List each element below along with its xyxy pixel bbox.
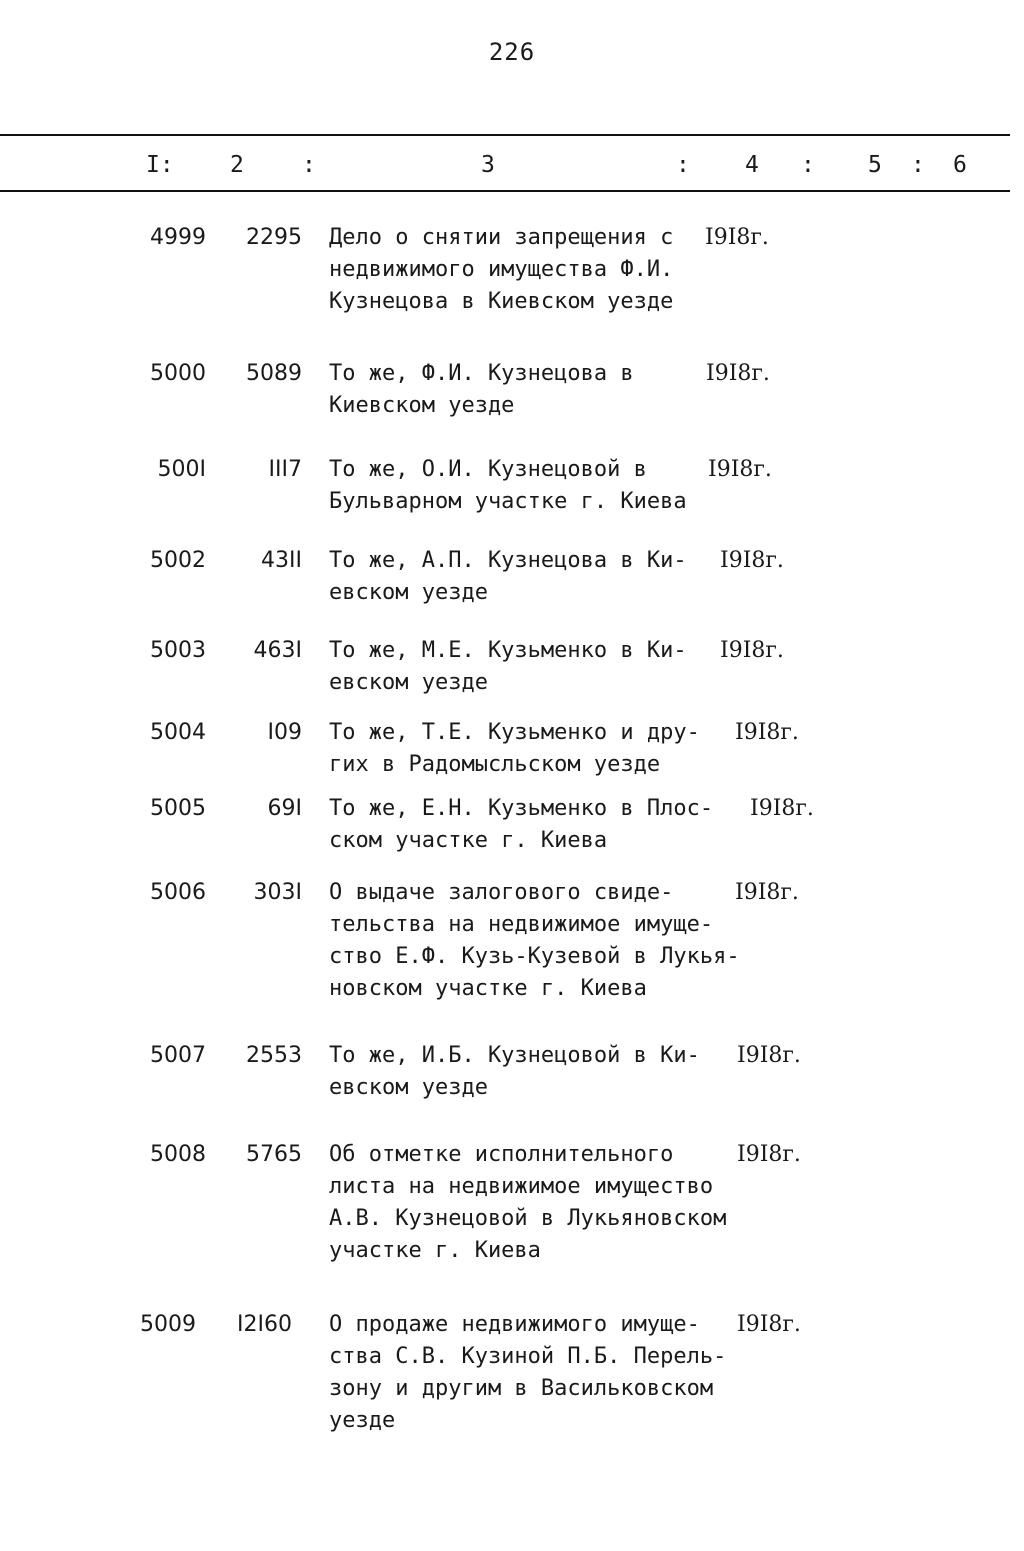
description-line: А.В. Кузнецовой в Лукьяновском (329, 1206, 727, 1231)
case-number: 5007 (150, 1043, 206, 1068)
case-number: 4999 (150, 225, 206, 250)
case-date: I9I8г. (705, 225, 769, 250)
description-line: То же, Т.Е. Кузьменко и дру- (329, 720, 700, 745)
case-description (329, 545, 714, 609)
leaf-count: I2I60 (237, 1312, 292, 1337)
description-line: О выдаче залогового свиде- (329, 880, 674, 905)
case-date: I9I8г. (737, 1312, 801, 1337)
case-number: 5006 (150, 880, 206, 905)
leaf-count: III7 (268, 457, 302, 482)
description-line: уезде (329, 1408, 396, 1433)
case-number: 5002 (150, 548, 206, 573)
case-date: I9I8г. (735, 880, 799, 905)
case-number: 5003 (150, 638, 206, 663)
case-date: I9I8г. (735, 720, 799, 745)
description-line: новском участке г. Киева (329, 976, 647, 1001)
leaf-count: 5089 (246, 361, 302, 386)
leaf-count: 69I (267, 796, 302, 821)
description-line: евском уезде (329, 1075, 488, 1100)
header-col-1: I: (146, 152, 174, 178)
table-header (0, 152, 1024, 182)
description-line: Киевском уезде (329, 393, 515, 418)
header-col-3: 3 (481, 152, 495, 178)
description-line: гих в Радомысльском уезде (329, 752, 661, 777)
leaf-count: I09 (267, 720, 302, 745)
description-line: тельства на недвижимое имуще- (329, 912, 714, 937)
case-date: I9I8г. (737, 1043, 801, 1068)
description-line: недвижимого имущества Ф.И. (329, 257, 674, 282)
description-line: То же, Ф.И. Кузнецова в (329, 361, 634, 386)
case-number: 5009 (140, 1312, 196, 1337)
description-line: Об отметке исполнительного (329, 1142, 674, 1167)
description-line: То же, О.И. Кузнецовой в (329, 457, 647, 482)
header-col-5: 5 (868, 152, 882, 178)
case-description (329, 222, 714, 318)
case-description (329, 1040, 714, 1104)
case-description (329, 793, 714, 857)
header-col-4: 4 (745, 152, 759, 178)
leaf-count: 303I (253, 880, 302, 905)
header-separator: : (676, 152, 690, 178)
case-number: 500I (157, 457, 206, 482)
header-col-6: 6 (953, 152, 967, 178)
leaf-count: 43II (261, 548, 302, 573)
case-description (329, 635, 714, 699)
description-line: Бульварном участке г. Киева (329, 489, 687, 514)
leaf-count: 2553 (246, 1043, 302, 1068)
case-number: 5005 (150, 796, 206, 821)
description-line: евском уезде (329, 670, 488, 695)
case-description (329, 717, 714, 781)
case-description (329, 1139, 727, 1267)
case-number: 5000 (150, 361, 206, 386)
description-line: ства С.В. Кузиной П.Б. Перель- (329, 1344, 727, 1369)
case-date: I9I8г. (720, 638, 784, 663)
case-date: I9I8г. (708, 457, 772, 482)
case-number: 5008 (150, 1142, 206, 1167)
description-line: То же, И.Б. Кузнецовой в Ки- (329, 1043, 700, 1068)
description-line: ство Е.Ф. Кузь-Кузевой в Лукья- (329, 944, 740, 969)
description-line: Кузнецова в Киевском уезде (329, 289, 674, 314)
leaf-count: 463I (253, 638, 302, 663)
case-description (329, 1309, 727, 1437)
description-line: О продаже недвижимого имуще- (329, 1312, 700, 1337)
header-separator: : (302, 152, 316, 178)
case-date: I9I8г. (750, 796, 814, 821)
header-top-rule (0, 134, 1010, 136)
case-number: 5004 (150, 720, 206, 745)
header-separator: : (801, 152, 815, 178)
description-line: листа на недвижимое имущество (329, 1174, 714, 1199)
case-description (329, 358, 714, 422)
leaf-count: 5765 (246, 1142, 302, 1167)
case-description (329, 877, 740, 1005)
description-line: ском участке г. Киева (329, 828, 608, 853)
description-line: То же, Е.Н. Кузьменко в Плос- (329, 796, 714, 821)
description-line: евском уезде (329, 580, 488, 605)
case-description (329, 454, 714, 518)
description-line: участке г. Киева (329, 1238, 541, 1263)
description-line: То же, М.Е. Кузьменко в Ки- (329, 638, 687, 663)
case-date: I9I8г. (706, 361, 770, 386)
description-line: зону и другим в Васильковском (329, 1376, 714, 1401)
header-col-2: 2 (230, 152, 244, 178)
page-number: 226 (488, 38, 536, 66)
case-date: I9I8г. (737, 1142, 801, 1167)
description-line: Дело о снятии запрещения с (329, 225, 674, 250)
header-bottom-rule (0, 190, 1010, 192)
leaf-count: 2295 (246, 225, 302, 250)
header-separator: : (911, 152, 925, 178)
description-line: То же, А.П. Кузнецова в Ки- (329, 548, 687, 573)
case-date: I9I8г. (720, 548, 784, 573)
